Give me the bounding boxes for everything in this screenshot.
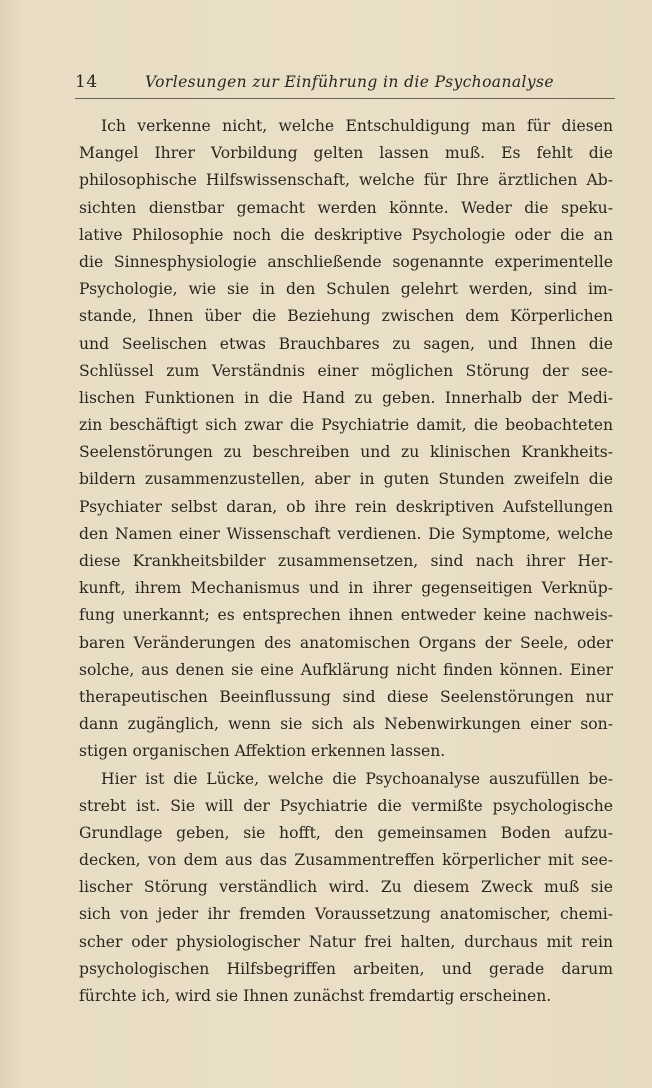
body-text [79, 113, 613, 1010]
text-line: fung unerkannt; es entsprechen ihnen entweder keine nachweis- [79, 606, 613, 625]
text-line: solche, aus denen sie eine Aufklärung nicht finden können. Einer [79, 660, 613, 679]
text-line: lischer Störung verständlich wird. Zu diesem Zweck muß sie [79, 878, 613, 897]
text-line: Mangel Ihrer Vorbildung gelten lassen muß. Es fehlt die [79, 144, 613, 163]
text-line: diese Krankheitsbilder zusammensetzen, sind nach ihrer Her- [79, 552, 613, 570]
text-line: und Seelischen etwas Brauchbares zu sagen, und Ihnen die [79, 334, 613, 353]
running-title: Vorlesungen zur Einführung in die Psychoanalyse [145, 73, 554, 91]
text-line: philosophische Hilfswissenschaft, welche für Ihre ärztlichen Ab- [79, 171, 613, 190]
text-line: Psychologie, wie sie in den Schulen gelehrt werden, sind im- [79, 280, 613, 299]
text-line: therapeutischen Beeinflussung sind diese Seelenstörungen nur [79, 687, 613, 706]
text-line: stande, Ihnen über die Beziehung zwischen dem Körperlichen [79, 307, 613, 326]
text-line: decken, von dem aus das Zusammentreffen körperlicher mit see- [79, 851, 613, 870]
text-line: stigen organischen Affektion erkennen lassen. [79, 742, 446, 761]
text-line: Hier ist die Lücke, welche die Psychoanalyse auszufüllen be- [101, 769, 613, 788]
text-line: Grundlage geben, sie hofft, den gemeinsamen Boden aufzu- [79, 823, 613, 842]
text-line: kunft, ihrem Mechanismus und in ihrer gegenseitigen Verknüp- [79, 579, 613, 598]
header-rule [75, 98, 615, 99]
text-line: Ich verkenne nicht, welche Entschuldigung man für diesen [101, 117, 613, 135]
page-number: 14 [75, 72, 98, 92]
text-line: die Sinnesphysiologie anschließende sogenannte experimentelle [79, 252, 613, 271]
page-header [75, 72, 615, 96]
text-line: sichten dienstbar gemacht werden könnte. Weder die speku- [79, 198, 613, 217]
text-line: dann zugänglich, wenn sie sich als Nebenwirkungen einer son- [79, 715, 613, 734]
text-line: sich von jeder ihr fremden Voraussetzung anatomischer, chemi- [79, 905, 613, 924]
text-line: Psychiater selbst daran, ob ihre rein deskriptiven Aufstellungen [79, 497, 613, 516]
text-line: lative Philosophie noch die deskriptive Psychologie oder die an [79, 225, 613, 244]
text-line: fürchte ich, wird sie Ihnen zunächst fremdartig erscheinen. [79, 987, 552, 1005]
text-line: strebt ist. Sie will der Psychiatrie die vermißte psychologische [79, 796, 613, 815]
text-line: psychologischen Hilfsbegriffen arbeiten, und gerade darum [79, 959, 613, 978]
text-line: scher oder physiologischer Natur frei halten, durchaus mit rein [79, 932, 613, 951]
text-line: zin beschäftigt sich zwar die Psychiatrie damit, die beobachteten [79, 416, 613, 435]
text-line: lischen Funktionen in die Hand zu geben. Innerhalb der Medi- [79, 388, 613, 407]
text-line: den Namen einer Wissenschaft verdienen. Die Symptome, welche [79, 524, 613, 543]
text-line: bildern zusammenzustellen, aber in guten Stunden zweifeln die [79, 470, 613, 489]
text-line: Schlüssel zum Verständnis einer möglichen Störung der see- [79, 361, 613, 380]
text-line: Seelenstörungen zu beschreiben und zu klinischen Krankheits- [79, 443, 613, 462]
text-line: baren Veränderungen des anatomischen Organs der Seele, oder [79, 633, 613, 652]
